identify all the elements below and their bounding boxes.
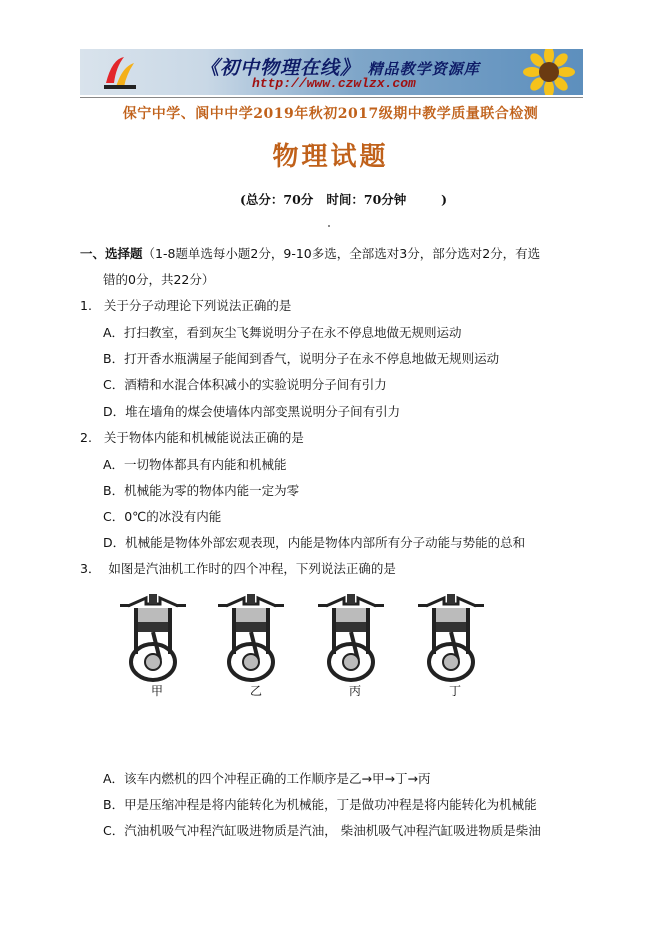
question-1 — [80, 296, 291, 314]
banner-tagline: 精品教学资源库 — [367, 60, 480, 78]
engine-yi — [218, 594, 284, 680]
question-3 — [80, 559, 396, 577]
q2-option-a: A．一切物体都具有内能和机械能 — [103, 457, 287, 472]
engine-bing — [318, 594, 384, 680]
question-number: 3． — [80, 561, 101, 576]
sunflower-icon — [519, 49, 579, 95]
engine-label-ding: 丁 — [449, 684, 462, 698]
q2-option-b: B．机械能为零的物体内能一定为零 — [103, 483, 300, 498]
section-label: 一、选择题 — [80, 246, 143, 261]
exam-meta: (总分：70分 时间：70分钟 ) — [240, 192, 447, 207]
q2-option-c: C．0℃的冰没有内能 — [103, 509, 222, 524]
banner-url: http://www.czwlzx.com — [252, 76, 416, 91]
q1-option-a: A．打扫教室，看到灰尘飞舞说明分子在永不停息地做无规则运动 — [103, 325, 462, 340]
header-banner — [80, 49, 583, 95]
header-rule — [80, 97, 583, 98]
engine-jia — [120, 594, 186, 680]
q2-option-d: D．机械能是物体外部宏观表现，内能是物体内部所有分子动能与势能的总和 — [103, 535, 526, 550]
q1-option-b: B．打开香水瓶满屋子能闻到香气，说明分子在永不停息地做无规则运动 — [103, 351, 500, 366]
q3-option-c: C．汽油机吸气冲程汽缸吸进物质是汽油， 柴油机吸气冲程汽缸吸进物质是柴油 — [103, 823, 541, 838]
section-instructions-1: （1-8题单选每小题2分，9-10多选，全部选对3分，部分选对2分，有选 — [142, 246, 541, 261]
engine-ding — [418, 594, 484, 680]
school-line: 保宁中学、阆中中学2019年秋初2017级期中教学质量联合检测 — [122, 106, 539, 122]
banner-site-name: 《初中物理在线》 — [200, 57, 361, 79]
section-instructions-2: 错的0分，共22分） — [103, 272, 215, 287]
engine-label-bing: 丙 — [349, 684, 362, 698]
question-2 — [80, 428, 304, 446]
question-stem: 关于分子动理论下列说法正确的是 — [103, 298, 292, 313]
question-number: 2. — [80, 430, 92, 445]
section-heading — [80, 244, 540, 262]
q1-option-d: D．堆在墙角的煤会使墙体内部变黑说明分子间有引力 — [103, 404, 401, 419]
page-title: 物理试题 — [272, 142, 389, 172]
question-stem: 如图是汽油机工作时的四个冲程，下列说法正确的是 — [108, 561, 396, 576]
engine-label-jia: 甲 — [151, 684, 164, 698]
q1-option-c: C．酒精和水混合体积减小的实验说明分子间有引力 — [103, 377, 387, 392]
site-logo-icon — [102, 53, 138, 91]
q3-option-b: B．甲是压缩冲程是将内能转化为机械能，丁是做功冲程是将内能转化为机械能 — [103, 797, 537, 812]
question-number: 1. — [80, 298, 92, 313]
q3-option-a: A．该车内燃机的四个冲程正确的工作顺序是乙→甲→丁→丙 — [103, 771, 431, 786]
engine-strokes-figure — [118, 592, 508, 692]
engine-label-yi: 乙 — [250, 684, 263, 698]
question-stem: 关于物体内能和机械能说法正确的是 — [103, 430, 304, 445]
stray-dot — [328, 225, 330, 227]
